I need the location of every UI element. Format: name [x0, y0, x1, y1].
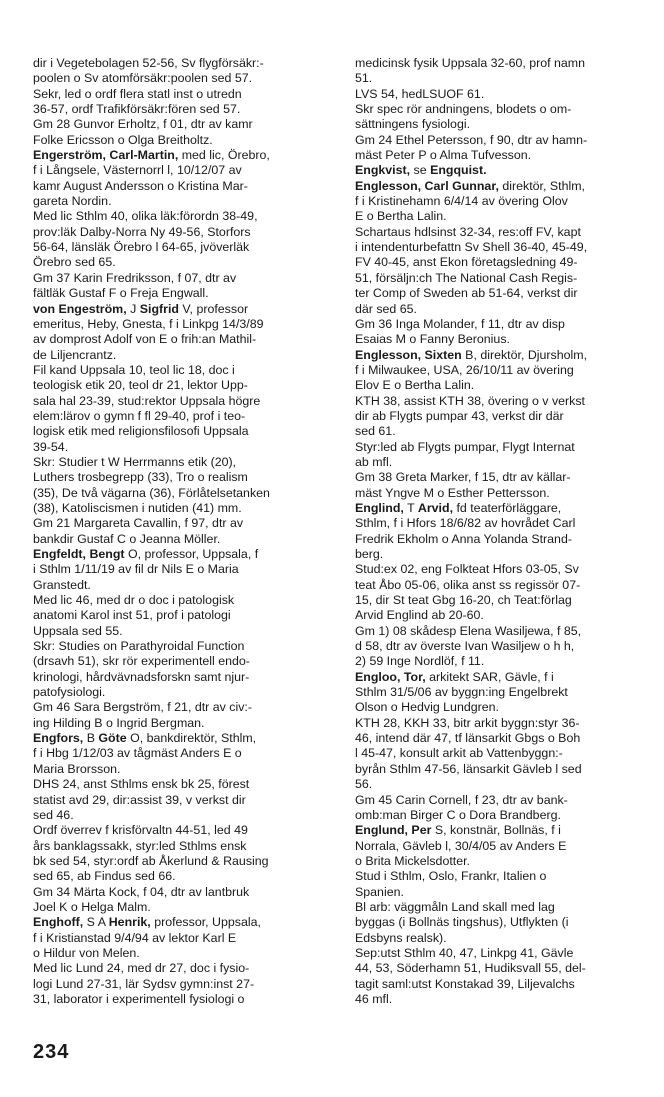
- text-line: (38), Katoliscismen i nutiden (41) mm.: [33, 500, 242, 515]
- text-line: logi Lund 27-31, lär Sydsv gymn:inst 27-: [33, 976, 255, 991]
- text-line: logisk etik med religionsfilosofi Uppsala: [33, 424, 249, 439]
- text-line: Gm 34 Märta Kock, f 04, dtr av lantbruk: [33, 884, 250, 899]
- text-line: krinologi, hårdvävnadsforskn samt njur-: [33, 669, 250, 684]
- text-line: Engloo, Tor, arkitekt SAR, Gävle, f i: [355, 669, 554, 684]
- entry-name: Englund, Per: [355, 823, 432, 838]
- text-line: Folke Ericsson o Olga Breitholtz.: [33, 132, 213, 147]
- text-line: f i Långsele, Västernorrl l, 10/12/07 av: [33, 163, 242, 178]
- text-line: 15, dir St teat Gbg 16-20, ch Teat:förlag: [355, 593, 572, 608]
- text-line: dir ab Flygts pumpar 43, verkst dir där: [355, 408, 564, 423]
- entry-name: Engfors,: [33, 731, 84, 746]
- entry-name: Engfeldt, Bengt: [33, 547, 125, 561]
- text-line: emeritus, Heby, Gnesta, f i Linkpg 14/3/89: [33, 316, 264, 331]
- text-line: f i Milwaukee, USA, 26/10/11 av övering: [355, 362, 574, 377]
- text-line: f i Kristinehamn 6/4/14 av övering Olov: [355, 194, 568, 209]
- text-line: Spanien.: [355, 884, 404, 899]
- text-line: elem:lärov o gymn f fl 29-40, prof i teo-: [33, 408, 246, 423]
- text-line: Fil kand Uppsala 10, teol lic 18, doc i: [33, 362, 235, 377]
- text-line: Edsbyns realsk).: [355, 930, 447, 945]
- text-line: Gm 46 Sara Bergström, f 21, dtr av civ:-: [33, 700, 252, 715]
- text-line: Skr: Studies on Parathyroidal Function: [33, 639, 245, 654]
- page-number: 234: [33, 1041, 70, 1063]
- text-line: gareta Nordin.: [33, 194, 112, 209]
- text-line: Stud i Sthlm, Oslo, Frankr, Italien o: [355, 869, 547, 884]
- text-line: där sed 65.: [355, 301, 417, 316]
- text-line: omb:man Birger C o Dora Brandberg.: [355, 807, 561, 822]
- text-line: kamr August Andersson o Kristina Mar-: [33, 178, 248, 193]
- text-line: Stud:ex 02, eng Folkteat Hfors 03-05, Sv: [355, 562, 579, 577]
- text-line: Esaias M o Fanny Beronius.: [355, 332, 510, 347]
- text-line: Engerström, Carl-Martin, med lic, Örebro,: [33, 148, 270, 163]
- text-line: (35), De två vägarna (36), Förlåtelsetanken: [33, 485, 270, 500]
- text-line: Sthlm 31/5/06 av byggn:ing Engelbrekt: [355, 685, 568, 700]
- text-line: Gm 24 Ethel Petersson, f 90, dtr av hamn-: [355, 132, 588, 147]
- text-line: Englesson, Sixten B, direktör, Djursholm,: [355, 347, 588, 362]
- entry-name: von Engeström,: [33, 301, 127, 316]
- text-line: Sep:utst Sthlm 40, 47, Linkpg 41, Gävle: [355, 945, 574, 960]
- text-line: sala hal 23-39, stud:rektor Uppsala högre: [33, 393, 261, 408]
- text-line: 46 mfl.: [355, 991, 393, 1006]
- text-line: Gm 1) 08 skådesp Elena Wasiljewa, f 85,: [355, 623, 582, 638]
- text-line: 56.: [355, 777, 373, 792]
- text-line: bankdir Gustaf C o Jeanna Möller.: [33, 531, 221, 546]
- text-line: byggas (i Bollnäs tingshus), Utflykten (i: [355, 915, 569, 930]
- text-line: Styr:led ab Flygts pumpar, Flygt Internat: [355, 439, 575, 454]
- text-line: Fredrik Ekholm o Anna Yolanda Strand-: [355, 531, 572, 546]
- text-line: dir i Vegetebolagen 52-56, Sv flygförsäkr:-: [33, 56, 264, 70]
- entry-name: Arvid,: [417, 500, 454, 515]
- text-line: 31, laborator i experimentell fysiologi o: [33, 991, 245, 1006]
- text-line: Med lic 46, med dr o doc i patologisk: [33, 593, 235, 608]
- text-line: Med lic Sthlm 40, olika läk:förordn 38-49,: [33, 209, 258, 224]
- text-line: o Hildur von Melen.: [33, 945, 140, 960]
- text-line: i intendenturbefattn Sv Shell 36-40, 45-49,: [355, 240, 588, 255]
- text-line: Ordf överrev f krisförvaltn 44-51, led 49: [33, 823, 248, 838]
- text-line: E o Bertha Lalin.: [355, 209, 447, 224]
- text-line: Gm 36 Inga Molander, f 11, dtr av disp: [355, 316, 565, 331]
- text-line: Engkvist, se Engquist.: [355, 163, 487, 178]
- text-line: 2) 59 Inge Nordlöf, f 11.: [355, 654, 485, 669]
- text-line: Skr: Studier t W Herrmanns etik (20),: [33, 454, 237, 469]
- entry-name: Enghoff,: [33, 915, 84, 930]
- text-line: Bl arb: väggmåln Land skall med lag: [355, 899, 555, 914]
- text-line: f i Kristianstad 9/4/94 av lektor Karl E: [33, 930, 237, 945]
- left-text-column: [33, 56, 329, 1007]
- entry-name: Göte: [98, 731, 127, 746]
- text-line: mäst Peter P o Alma Tufvesson.: [355, 148, 532, 163]
- text-line: von Engeström, J Sigfrid V, professor: [33, 301, 249, 316]
- text-line: Enghoff, S A Henrik, professor, Uppsala,: [33, 915, 261, 930]
- text-line: Gm 45 Carin Cornell, f 23, dtr av bank-: [355, 792, 568, 807]
- text-line: fältläk Gustaf F o Freja Engwall.: [33, 286, 209, 301]
- text-line: Englesson, Carl Gunnar, direktör, Sthlm,: [355, 178, 585, 193]
- text-line: års banklagssakk, styr:led Sthlms ensk: [33, 838, 247, 853]
- text-line: KTH 38, assist KTH 38, övering o v verkst: [355, 393, 585, 408]
- text-line: Schartaus hdlsinst 32-34, res:off FV, kapt: [355, 224, 581, 239]
- text-line: anatomi Karol inst 51, prof i patologi: [33, 608, 231, 623]
- text-line: 46, intend där 47, tf länsarkit Gbgs o Boh: [355, 731, 581, 746]
- text-line: d 58, dtr av överste Ivan Wasiljew o h h,: [355, 639, 575, 654]
- text-line: Luthers trosbegrepp (33), Tro o realism: [33, 470, 248, 485]
- right-text-column: [355, 56, 651, 1007]
- text-line: Sthlm, f i Hfors 18/6/82 av hovrådet Carl: [355, 516, 576, 531]
- entry-name: Engquist.: [430, 163, 487, 178]
- text-line: LVS 54, hedLSUOF 61.: [355, 86, 485, 101]
- text-line: Olson o Hedvig Lundgren.: [355, 700, 499, 715]
- text-line: sed 65, ab Findus sed 66.: [33, 869, 176, 884]
- entry-name: Engkvist,: [355, 163, 411, 178]
- text-line: Granstedt.: [33, 577, 91, 592]
- entry-name: Henrik,: [108, 915, 151, 930]
- text-line: av domprost Adolf von E o frih:an Mathil-: [33, 332, 257, 347]
- entry-name: Englesson, Carl Gunnar,: [355, 178, 499, 193]
- text-line: 51.: [355, 71, 373, 86]
- text-line: Med lic Lund 24, med dr 27, doc i fysio-: [33, 961, 250, 976]
- text-line: sed 46.: [33, 807, 74, 822]
- text-line: f i Hbg 1/12/03 av tågmäst Anders E o: [33, 746, 242, 761]
- text-line: bk sed 54, styr:ordf ab Åkerlund & Rausing: [33, 853, 269, 868]
- text-line: Arvid Englind ab 20-60.: [355, 608, 484, 623]
- text-line: Skr spec rör andningens, blodets o om-: [355, 102, 572, 117]
- text-line: ter Comp of Sweden ab 51-64, verkst dir: [355, 286, 578, 301]
- text-line: berg.: [355, 547, 384, 561]
- text-line: Joel K o Helga Malm.: [33, 899, 151, 914]
- text-line: sättningens fysiologi.: [355, 117, 471, 132]
- text-line: DHS 24, anst Sthlms ensk bk 25, förest: [33, 777, 250, 792]
- text-line: 44, 53, Söderhamn 51, Hudiksvall 55, del-: [355, 961, 586, 976]
- text-line: Uppsala sed 55.: [33, 623, 123, 638]
- text-line: Engfors, B Göte O, bankdirektör, Sthlm,: [33, 731, 257, 746]
- entry-name: Englesson, Sixten: [355, 347, 462, 362]
- text-line: Englund, Per S, konstnär, Bollnäs, f i: [355, 823, 561, 838]
- text-line: 56-64, länsläk Örebro l 64-65, jvöverläk: [33, 240, 250, 255]
- text-line: l 45-47, konsult arkit ab Vattenbyggn:-: [355, 746, 563, 761]
- text-line: (drsavh 51), skr rör experimentell endo-: [33, 654, 250, 669]
- text-line: byrån Sthlm 47-56, länsarkit Gävleb l sed: [355, 761, 582, 776]
- text-line: teat Åbo 05-06, olika anst ss regissör 07-: [355, 577, 581, 592]
- text-line: ing Hilding B o Ingrid Bergman.: [33, 715, 205, 730]
- text-line: patofysiologi.: [33, 685, 106, 700]
- text-line: Gm 28 Gunvor Erholtz, f 01, dtr av kamr: [33, 117, 253, 132]
- text-line: tagit saml:utst Konstakad 39, Liljevalchs: [355, 976, 575, 991]
- text-line: KTH 28, KKH 33, bitr arkit byggn:styr 36-: [355, 715, 580, 730]
- text-line: mäst Yngve M o Esther Pettersson.: [355, 485, 550, 500]
- text-line: Gm 38 Greta Marker, f 15, dtr av källar-: [355, 470, 571, 485]
- text-line: prov:läk Dalby-Norra Ny 49-56, Storfors: [33, 224, 251, 239]
- text-line: teologisk etik 20, teol dr 21, lektor Upp-: [33, 378, 248, 393]
- text-line: statist avd 29, dir:assist 39, v verkst dir: [33, 792, 246, 807]
- text-line: i Sthlm 1/11/19 av fil dr Nils E o Maria: [33, 562, 239, 577]
- entry-name: Sigfrid: [139, 301, 179, 316]
- text-line: 51, försäljn:ch The National Cash Regis-: [355, 270, 578, 285]
- text-line: Engfeldt, Bengt O, professor, Uppsala, f: [33, 547, 259, 561]
- text-line: FV 40-45, anst Ekon företagsledning 49-: [355, 255, 578, 270]
- text-line: Elov E o Bertha Lalin.: [355, 378, 475, 393]
- text-line: Sekr, led o ordf flera statl inst o utredn: [33, 86, 242, 101]
- text-line: Gm 21 Margareta Cavallin, f 97, dtr av: [33, 516, 244, 531]
- text-line: poolen o Sv atomförsäkr:poolen sed 57.: [33, 71, 253, 86]
- entry-name: Englind,: [355, 500, 404, 515]
- text-line: sed 61.: [355, 424, 396, 439]
- text-line: Örebro sed 65.: [33, 255, 116, 270]
- text-line: Norrala, Gävleb l, 30/4/05 av Anders E: [355, 838, 567, 853]
- text-line: Englind, T Arvid, fd teaterförläggare,: [355, 500, 562, 515]
- text-line: de Liljencrantz.: [33, 347, 117, 362]
- entry-name: Engloo, Tor,: [355, 669, 426, 684]
- text-line: o Brita Mickelsdotter.: [355, 853, 471, 868]
- entry-name: Engerström, Carl-Martin,: [33, 148, 179, 163]
- text-line: 36-57, ordf Trafikförsäkr:fören sed 57.: [33, 102, 241, 117]
- text-line: Maria Brorsson.: [33, 761, 121, 776]
- text-line: 39-54.: [33, 439, 69, 454]
- text-line: ab mfl.: [355, 454, 393, 469]
- text-line: Gm 37 Karin Fredriksson, f 07, dtr av: [33, 270, 237, 285]
- text-line: medicinsk fysik Uppsala 32-60, prof namn: [355, 56, 586, 70]
